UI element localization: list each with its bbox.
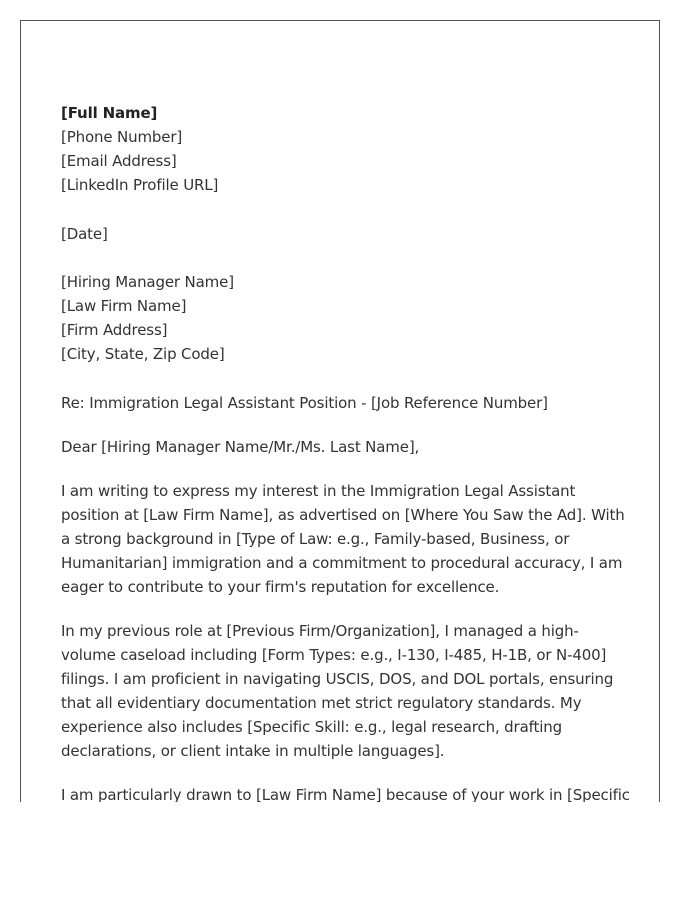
letter-body	[61, 101, 631, 802]
sender-phone: [Phone Number]	[61, 128, 183, 146]
body-paragraph-interest: I am particularly drawn to [Law Firm Name] because of your work in [Specific	[61, 786, 630, 802]
recipient-city: [City, State, Zip Code]	[61, 345, 225, 363]
letter-page	[20, 20, 660, 802]
body-paragraph-intro: I am writing to express my interest in the Immigration Legal Assistant position at [Law Firm Name], as advertised on [Where You Saw the Ad]. With a strong background in [Type of Law: e.g., Family-based, Business, or Humanitarian] immigration and a commitment to procedural accuracy, I am eager to contribute to your firm's reputation for excellence.	[61, 482, 625, 596]
recipient-address: [Firm Address]	[61, 321, 168, 339]
salutation: Dear [Hiring Manager Name/Mr./Ms. Last Name],	[61, 438, 420, 456]
recipient-firm: [Law Firm Name]	[61, 297, 187, 315]
subject-line: Re: Immigration Legal Assistant Position - [Job Reference Number]	[61, 394, 548, 412]
body-paragraph-experience: In my previous role at [Previous Firm/Organization], I managed a high-volume caseload including [Form Types: e.g., I-130, I-485, H-1B, or N-400] filings. I am proficient in navigating USCIS, DOS, and DOL portals, ensuring that all evidentiary documentation met strict regulatory standards. My experience also includes [Specific Skill: e.g., legal research, drafting declarations, or client intake in multiple languages].	[61, 622, 614, 760]
sender-email: [Email Address]	[61, 152, 177, 170]
recipient-manager: [Hiring Manager Name]	[61, 273, 234, 291]
letter-date: [Date]	[61, 225, 108, 243]
sender-linkedin: [LinkedIn Profile URL]	[61, 176, 219, 194]
sender-full-name: [Full Name]	[61, 104, 158, 122]
